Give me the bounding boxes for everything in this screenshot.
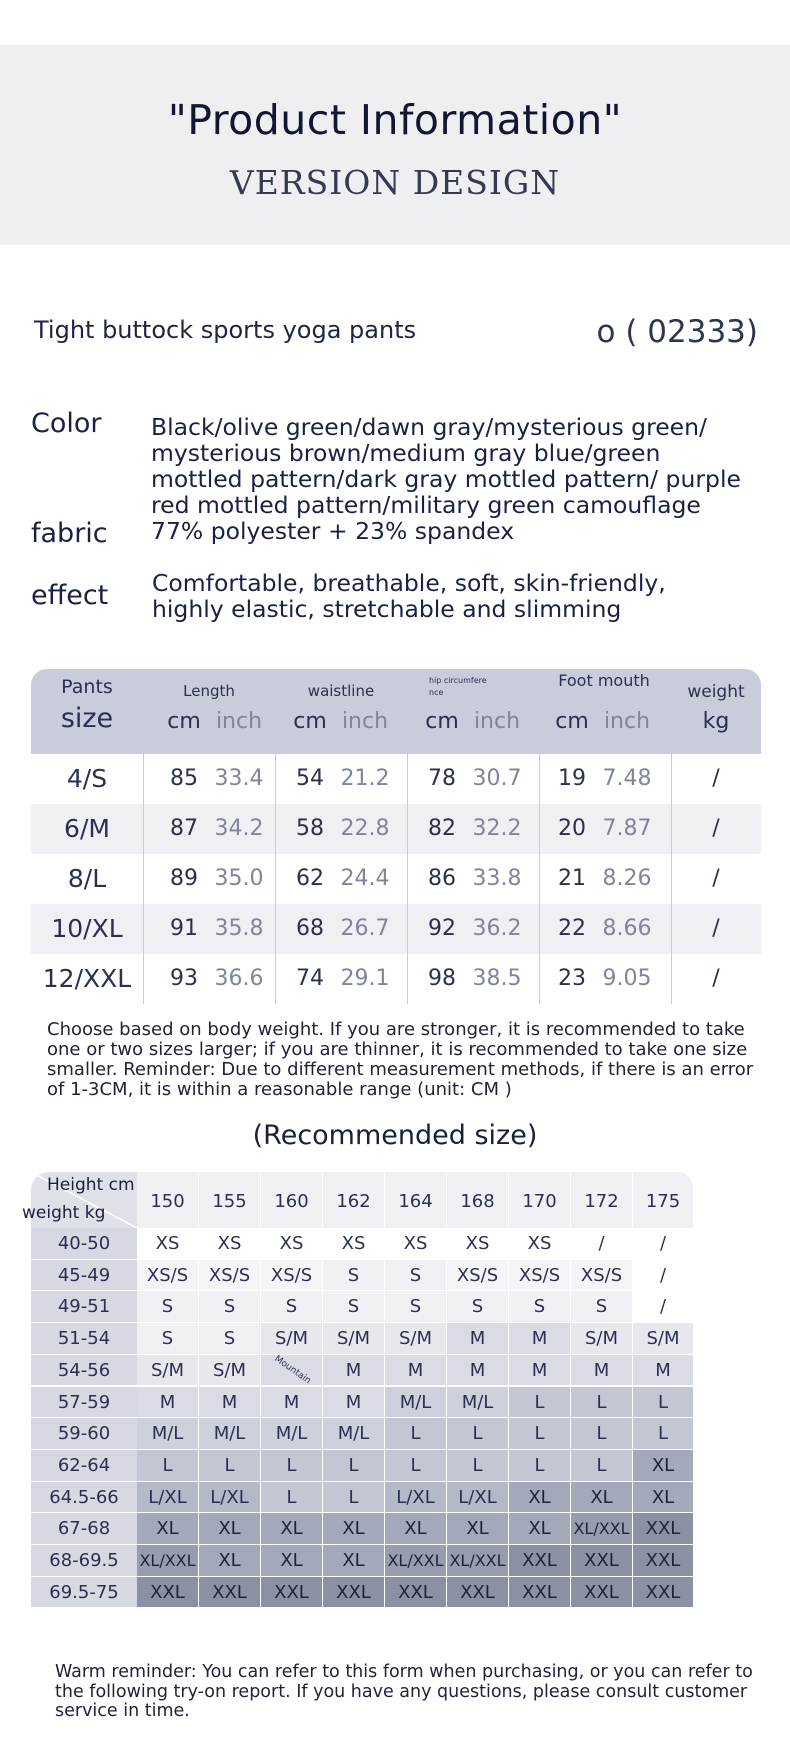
recommend-cell: XXL [571,1577,633,1609]
size-label: 4/S [66,764,108,793]
effect-label: effect [31,580,109,611]
foot-unit-inch: inch [603,709,651,734]
size-cell-length-cm: 93 [170,966,198,991]
weight-row-label: 49-51 [31,1291,137,1323]
recommend-cell: S [323,1291,385,1323]
recommend-cell: XXL [199,1577,261,1609]
recommend-cell: S [261,1291,323,1323]
recommend-cell: XS/S [261,1260,323,1292]
recommend-cell: S [199,1291,261,1323]
recommend-cell: L [385,1418,447,1450]
recommend-cell: XL [323,1545,385,1577]
waist-unit-cm: cm [293,709,327,734]
weight-row-label: 57-59 [31,1387,137,1419]
size-cell-hip-in: 33.8 [472,866,522,891]
weight-unit: kg [702,709,730,734]
recommend-cell: XL [199,1545,261,1577]
recommend-cell: XXL [137,1577,199,1609]
recommend-cell: XS [447,1228,509,1260]
recommend-cell: XL [261,1545,323,1577]
recommend-cell: L [261,1450,323,1482]
recommend-cell: S [385,1291,447,1323]
recommend-cell: XS [199,1228,261,1260]
recommend-cell: L/XL [447,1482,509,1514]
recommend-cell: / [633,1228,694,1260]
mountain-watermark: Mountain [271,1353,313,1387]
recommend-cell: L [633,1418,694,1450]
size-cell-waist-in: 21.2 [340,766,390,791]
recommend-cell: S [137,1291,199,1323]
weight-row-label: 67-68 [31,1513,137,1545]
size-cell-foot-in: 8.66 [602,916,652,941]
recommend-cell: L [509,1387,571,1419]
size-cell-weight: / [712,866,720,891]
hip-header: hip circumference [429,676,487,697]
recommend-cell: L [199,1450,261,1482]
size-cell-foot-cm: 22 [558,916,586,941]
color-label: Color [31,408,102,439]
size-header-bottom: size [60,703,114,734]
height-header: 172 [571,1172,633,1228]
recommend-cell: M [509,1355,571,1387]
hip-unit-inch: inch [473,709,521,734]
recommend-cell: L [137,1450,199,1482]
size-cell-length-cm: 89 [170,866,198,891]
size-cell-foot-in: 9.05 [602,966,652,991]
size-cell-foot-in: 7.87 [602,816,652,841]
recommend-cell: L [509,1418,571,1450]
recommend-cell: L [385,1450,447,1482]
recommend-cell: XS/S [447,1260,509,1292]
length-unit-inch: inch [215,709,263,734]
product-code: o ( 02333) [596,314,758,350]
warm-reminder: Warm reminder: You can refer to this form when purchasing, or you can refer to the following try-on report. If you have any questions, please consult customer service in time. [55,1662,753,1721]
recommend-cell: XXL [633,1545,694,1577]
size-cell-length-cm: 87 [170,816,198,841]
size-cell-waist-cm: 74 [296,966,324,991]
size-cell-hip-in: 30.7 [472,766,522,791]
recommend-cell: M/L [199,1418,261,1450]
recommend-cell: / [633,1291,694,1323]
size-cell-weight: / [712,816,720,841]
size-note: Choose based on body weight. If you are stronger, it is recommended to take one or two sizes larger; if you are thinner, it is recommended to take one size smaller. Reminder: Due to different measurement methods, if there is an error of 1-3CM, it is within a reasonable range (unit: CM ) [47,1019,754,1100]
weight-row-label: 69.5-75 [31,1577,137,1609]
size-cell-foot-cm: 20 [558,816,586,841]
recommend-cell: S/M [137,1355,199,1387]
recommend-cell: XS [137,1228,199,1260]
size-cell-length-in: 35.8 [214,916,264,941]
size-cell-hip-in: 36.2 [472,916,522,941]
recommend-cell: / [633,1260,694,1292]
recommend-cell: XS [385,1228,447,1260]
recommend-cell: S/M [385,1323,447,1355]
size-cell-length-cm: 85 [170,766,198,791]
size-cell-waist-in: 24.4 [340,866,390,891]
weight-row-label: 64.5-66 [31,1482,137,1514]
size-label: 12/XXL [42,964,132,993]
height-header: 175 [633,1172,694,1228]
size-row [31,904,761,954]
recommend-cell [261,1355,323,1387]
height-label: Height cm [47,1175,135,1195]
size-header-top: Pants [61,676,113,698]
recommend-cell: XL [571,1482,633,1514]
recommend-cell: XXL [509,1545,571,1577]
recommend-cell: S/M [323,1323,385,1355]
recommend-cell: L [447,1450,509,1482]
waist-header: waistline [307,682,375,700]
hip-unit-cm: cm [425,709,459,734]
recommend-cell: XL/XXL [385,1545,447,1577]
size-cell-length-in: 36.6 [214,966,264,991]
recommend-cell: L [261,1482,323,1514]
recommend-cell: XL/XXL [137,1545,199,1577]
foot-header: Foot mouth [558,671,650,690]
recommend-cell: M [137,1387,199,1419]
recommend-cell: S [571,1291,633,1323]
size-cell-weight: / [712,966,720,991]
recommend-cell: XL [633,1482,694,1514]
recommend-cell: XXL [385,1577,447,1609]
recommend-cell: XL [447,1513,509,1545]
recommend-cell: XL [385,1513,447,1545]
size-cell-waist-cm: 54 [296,766,324,791]
size-row [31,754,761,804]
color-fabric-value: Black/olive green/dawn gray/mysterious green/ mysterious brown/medium gray blue/green mottled pattern/dark gray mottled pattern/ purple red mottled pattern/military green camouflage 77% polyester + 23% spandex [151,413,741,545]
recommend-cell: M [385,1355,447,1387]
recommend-cell: L/XL [199,1482,261,1514]
recommend-cell: XL [323,1513,385,1545]
recommend-cell: XS [509,1228,571,1260]
size-cell-foot-in: 8.26 [602,866,652,891]
recommend-cell: M/L [137,1418,199,1450]
size-cell-length-cm: 91 [170,916,198,941]
page-subtitle: VERSION DESIGN [229,163,561,202]
size-cell-length-in: 35.0 [214,866,264,891]
recommend-cell: S/M [571,1323,633,1355]
recommend-cell: XXL [633,1577,694,1609]
size-label: 10/XL [51,914,123,943]
size-row [31,954,761,1004]
size-cell-foot-cm: 19 [558,766,586,791]
recommend-cell: M [571,1355,633,1387]
recommend-cell: XS/S [199,1260,261,1292]
recommend-cell: M [509,1323,571,1355]
size-cell-hip-cm: 86 [428,866,456,891]
foot-unit-cm: cm [555,709,589,734]
weight-row-label: 62-64 [31,1450,137,1482]
recommend-cell: XL [509,1482,571,1514]
height-header: 162 [323,1172,385,1228]
size-label: 6/M [64,814,110,843]
recommend-cell: XXL [261,1577,323,1609]
recommend-cell: XL/XXL [571,1513,633,1545]
recommend-cell: L [571,1387,633,1419]
size-row [31,804,761,854]
recommend-cell: S [323,1260,385,1292]
size-cell-length-in: 34.2 [214,816,264,841]
recommend-cell: XL [199,1513,261,1545]
recommend-cell: XS [323,1228,385,1260]
recommend-cell: S/M [199,1355,261,1387]
recommend-cell: S [137,1323,199,1355]
waist-unit-inch: inch [341,709,389,734]
weight-label: weight kg [22,1203,106,1223]
size-cell-hip-in: 32.2 [472,816,522,841]
recommend-cell: S [447,1291,509,1323]
size-cell-hip-cm: 98 [428,966,456,991]
recommend-cell: XS/S [571,1260,633,1292]
recommend-cell: M [447,1355,509,1387]
size-cell-foot-cm: 21 [558,866,586,891]
weight-row-label: 68-69.5 [31,1545,137,1577]
size-cell-hip-in: 38.5 [472,966,522,991]
recommend-cell: XXL [323,1577,385,1609]
fabric-label: fabric [31,518,108,549]
size-row [31,854,761,904]
recommend-cell: M [261,1387,323,1419]
recommend-cell: XL/XXL [447,1545,509,1577]
recommend-cell: XXL [509,1577,571,1609]
size-cell-waist-cm: 68 [296,916,324,941]
header-band [0,45,790,245]
height-header: 164 [385,1172,447,1228]
size-cell-waist-cm: 58 [296,816,324,841]
weight-row-label: 51-54 [31,1323,137,1355]
recommend-cell: / [571,1228,633,1260]
recommend-cell: S/M [633,1323,694,1355]
size-cell-waist-cm: 62 [296,866,324,891]
recommend-cell: L [571,1450,633,1482]
size-cell-foot-in: 7.48 [602,766,652,791]
weight-row-label: 40-50 [31,1228,137,1260]
recommend-cell: M [323,1387,385,1419]
weight-row-label: 59-60 [31,1418,137,1450]
recommend-cell: S [385,1260,447,1292]
length-header: Length [183,682,235,700]
effect-value: Comfortable, breathable, soft, skin-friendly, highly elastic, stretchable and slimming [152,569,666,623]
recommend-cell: S/M [261,1323,323,1355]
recommend-cell: XS/S [509,1260,571,1292]
size-cell-waist-in: 26.7 [340,916,390,941]
weight-row-label: 45-49 [31,1260,137,1292]
length-unit-cm: cm [167,709,201,734]
size-cell-foot-cm: 23 [558,966,586,991]
size-table [31,669,761,1009]
size-cell-hip-cm: 82 [428,816,456,841]
product-name: Tight buttock sports yoga pants [34,316,417,344]
recommend-cell: M [633,1355,694,1387]
recommend-cell: XL [261,1513,323,1545]
height-header: 170 [509,1172,571,1228]
page-title: "Product Information" [167,96,623,144]
height-header: 150 [137,1172,199,1228]
weight-row-label: 54-56 [31,1355,137,1387]
recommend-cell: M/L [323,1418,385,1450]
recommend-cell: L [447,1418,509,1450]
recommend-cell: L/XL [137,1482,199,1514]
size-cell-weight: / [712,916,720,941]
recommend-cell: XL [509,1513,571,1545]
size-cell-waist-in: 22.8 [340,816,390,841]
recommend-cell: XS/S [137,1260,199,1292]
size-cell-weight: / [712,766,720,791]
size-label: 8/L [67,864,107,893]
recommend-cell: L [323,1482,385,1514]
recommend-cell: M/L [385,1387,447,1419]
recommend-cell: M/L [447,1387,509,1419]
recommend-cell: L [571,1418,633,1450]
recommend-cell: L [509,1450,571,1482]
recommend-cell: S [509,1291,571,1323]
recommend-cell: XL [633,1450,694,1482]
size-cell-hip-cm: 92 [428,916,456,941]
size-cell-hip-cm: 78 [428,766,456,791]
recommend-cell: M [199,1387,261,1419]
recommend-cell: M/L [261,1418,323,1450]
recommend-cell: XL [137,1513,199,1545]
recommend-cell: L [323,1450,385,1482]
height-header: 155 [199,1172,261,1228]
height-header: 168 [447,1172,509,1228]
recommend-cell: L [633,1387,694,1419]
recommend-cell: XS [261,1228,323,1260]
height-header: 160 [261,1172,323,1228]
recommend-cell: S [199,1323,261,1355]
recommend-cell: XXL [571,1545,633,1577]
recommend-cell: M [323,1355,385,1387]
recommend-title: (Recommended size) [252,1120,538,1151]
size-cell-length-in: 33.4 [214,766,264,791]
size-cell-waist-in: 29.1 [340,966,390,991]
recommend-cell: L/XL [385,1482,447,1514]
recommend-cell: XXL [447,1577,509,1609]
weight-header: weight [687,682,745,702]
recommend-cell: M [447,1323,509,1355]
recommend-cell: XXL [633,1513,694,1545]
